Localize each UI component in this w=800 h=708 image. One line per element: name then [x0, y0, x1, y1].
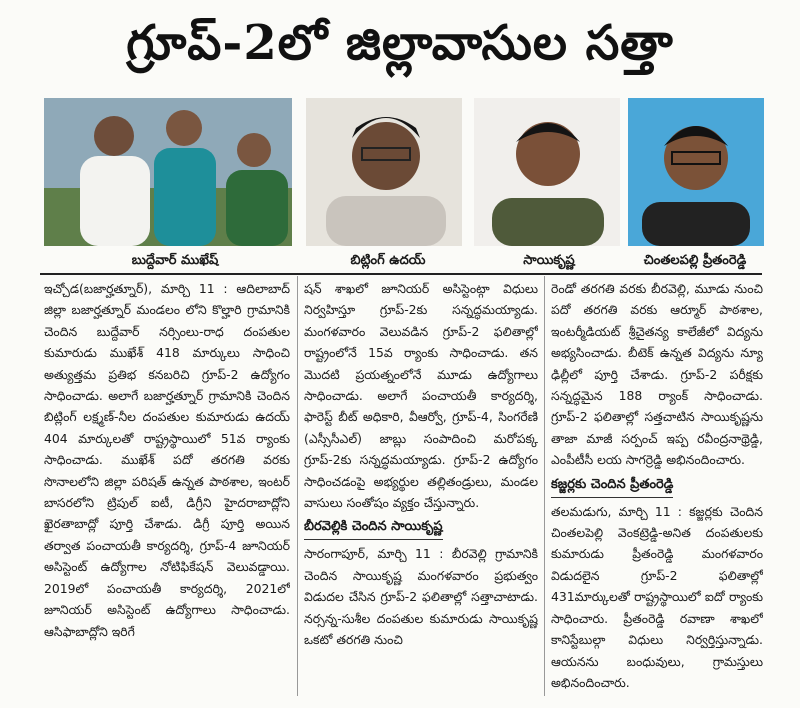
article-text: తలమడుగు, మార్చి 11 : కజ్జర్లకు చెందిన చింతలపెల్లి వెంకట్రెడ్డి-అనిత దంపతులకు కుమారుడు ప్రీతంరెడ్డి మంగళవారం విడుదలైన గ్రూప్-2 ఫలితాల్లో 431మార్కులతో రాష్ట్రస్థాయిలో ఐదో ర్యాంకు సాధించారు. ప్రీతంరెడ్డి రవాణా శాఖలో కానిస్టేబుల్గా విధులు నిర్వర్తిస్తున్నాడు. ఆయనను బంధువులు, గ్రామస్తులు అభినందించారు.: [551, 503, 763, 690]
subheading-saikrishna: బీరవెల్లికి చెందిన సాయికృష్ణ: [304, 515, 443, 540]
article-text: రెండో తరగతి వరకు బీరవెల్లి, మూడు నుంచి పదో తరగతి వరకు ఆర్మూర్ పాఠశాల, ఇంటర్మీడియట్ శ్రీచైతన్య కాలేజీలో విద్యను అభ్యసించాడు. బీటెక్ ఉన్నత విద్యను న్యూ ఢిల్లీలో పూర్తి చేశాడు. గ్రూప్-2 పరీక్షకు సన్నద్ధమైన 188 ర్యాంక్ సాధించాడు. గ్రూప్-2 ఫలితాల్లో సత్తచాటిన సాయికృష్ణను తాజా మాజీ సర్పంచ్ ఇప్ప రవీంద్రనాథ్రెడ్డి, ఎంపీటీసీ లయ సాగర్రెడ్డి అభినందించారు.: [551, 281, 763, 468]
caption-preetham-reddy: చింతలపల్లి ప్రీతంరెడ్డి: [643, 253, 747, 268]
article-column-1: [44, 278, 290, 698]
article-column-3: [551, 278, 763, 698]
caption-saikrishna: సాయికృష్ణ: [523, 253, 575, 268]
column-divider: [297, 276, 298, 696]
article-text: షన్ శాఖలో జూనియర్ అసిస్టెంట్గా విధులు నిర్వహిస్తూ గ్రూప్-2కు సన్నద్ధమయ్యాడు. మంగళవారం వెలువడిన గ్రూప్-2 ఫలితాల్లో రాష్ట్రంలోనే 15వ ర్యాంకు సాధించాడు. తన మొదటి ప్రయత్నంలోనే మూడు ఉద్యోగాలు సాధించాడు. అలాగే పంచాయతీ కార్యదర్శి, ఫారెస్ట్ బీట్ అధికారి, వీఆర్వో, గ్రూప్-4, సింగరేణి (ఎస్సీసీఎల్) జాబ్లు సంపాదించి మరోపక్క గ్రూప్-2కు సన్నద్ధమయ్యాడు. గ్రూప్-2 ఉద్యోగం సాధించడంపై అభ్యర్థుల తల్లితండ్రులు, మండల వాసులు సంతోషం వ్యక్తం చేస్తున్నారు.: [304, 281, 538, 511]
caption-uday: బిట్లింగ్ ఉదయ్: [350, 253, 426, 268]
top-rule: [40, 273, 762, 275]
caption-mukesh: బుద్దేవార్ ముఖేష్: [131, 253, 219, 268]
photo-saikrishna: [474, 98, 620, 246]
article-column-2: [304, 278, 538, 698]
subheading-preetham-reddy: కజ్జర్లకు చెందిన ప్రీతంరెడ్డి: [551, 473, 673, 498]
article-text: సారంగాపూర్, మార్చి 11 : బీరవెల్లి గ్రామానికి చెందిన సాయికృష్ణ మంగళవారం ప్రభుత్వం విడుదల చేసిన గ్రూప్-2 ఫలితాల్లో సత్తాచాటాడు. నర్సన్న-సుశీల దంపతుల కుమారుడు సాయికృష్ణ ఒకటో తరగతి నుంచి: [304, 546, 538, 648]
article-text: ఇచ్చోడ(బజార్హత్నూర్), మార్చి 11 : ఆదిలాబాద్ జిల్లా బజార్హత్నూర్ మండలం లోని కొల్హారి గ్రామానికి చెందిన బుద్దేవార్ నర్సింలు-రాధ దంపతుల కుమారుడు ముఖేశ్ 418 మార్కులు సాధించి అత్యుత్తమ ప్రతిభ కనబరిచి గ్రూప్-2 ఉద్యోగం సాధించాడు. అలాగే బజార్హత్నూర్ గ్రామానికి చెందిన బిట్లింగ్ లక్ష్మణ్-నీల దంపతుల కుమారుడు ఉదయ్ 404 మార్కులతో రాష్ట్రస్థాయిలో 51వ ర్యాంకు సాధించాడు. ముఖేశ్ పదో తరగతి వరకు సొనాలలోని జిల్లా పరిషత్ ఉన్నత పాఠశాల, ఇంటర్ బాసరలోని ట్రిపుల్ ఐటీ, డిగ్రీని హైదరాబాద్లోని ఖైరతాబాద్లో పూర్తి చేశాడు. డిగ్రీ పూర్తి అయిన తర్వాత పంచాయతీ కార్యదర్శి, గ్రూప్-4 జూనియర్ అసిస్టెంట్ ఉద్యోగాల నోటిఫికేషన్ వెలువడ్డాయి. 2019లో పంచాయతీ కార్యదర్శి, 2021లో జూనియర్ అసిస్టెంట్ ఉద్యోగాలు సాధించాడు. ఆసిఫాబాద్లోని ఇరిగే: [44, 281, 290, 639]
column-divider: [544, 276, 545, 696]
photo-preetham-reddy: [628, 98, 764, 246]
photo-uday: [306, 98, 462, 246]
headline: గ్రూప్-2లో జిల్లావాసుల సత్తా: [126, 15, 674, 71]
photo-mukesh: [44, 98, 292, 246]
